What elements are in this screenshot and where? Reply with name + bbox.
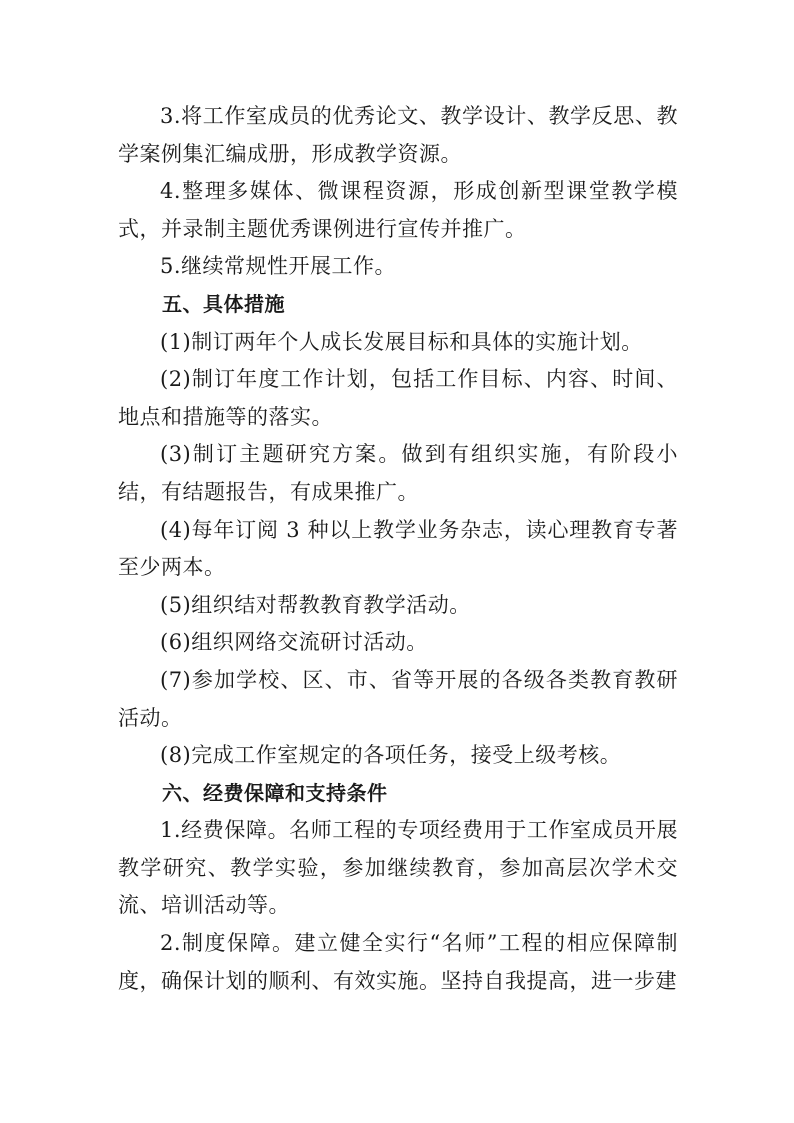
measure-item-2: (2)制订年度工作计划，包括工作目标、内容、时间、地点和措施等的落实。 (118, 367, 678, 429)
measure-item-1: (1)制订两年个人成长发展目标和具体的实施计划。 (160, 329, 643, 354)
measure-item-4: (4)每年订阅 3 种以上教学业务杂志，读心理教育专著至少两本。 (118, 517, 678, 580)
paragraph-goal-4: 4.整理多媒体、微课程资源，形成创新型课堂教学模式，并录制主题优秀课例进行宣传并推广。 (118, 179, 678, 241)
funding-item-2: 2.制度保障。建立健全实行“名师”工程的相应保障制度，确保计划的顺利、有效实施。坚持自我提高，进一步建 (118, 931, 678, 993)
document-page (118, 98, 678, 1000)
paragraph-goal-3: 3.将工作室成员的优秀论文、教学设计、教学反思、教学案例集汇编成册，形成教学资源。 (118, 104, 678, 166)
section-heading-funding: 六、经费保障和支持条件 (162, 780, 388, 805)
measure-item-7: (7)参加学校、区、市、省等开展的各级各类教育教研活动。 (118, 667, 678, 730)
section-heading-measures: 五、具体措施 (162, 291, 285, 316)
measure-item-3: (3)制订主题研究方案。做到有组织实施，有阶段小结，有结题报告，有成果推广。 (118, 442, 678, 504)
measure-item-5: (5)组织结对帮教教育教学活动。 (160, 592, 471, 617)
measure-item-6: (6)组织网络交流研讨活动。 (160, 630, 428, 655)
paragraph-goal-5: 5.继续常规性开展工作。 (160, 254, 397, 279)
measure-item-8: (8)完成工作室规定的各项任务，接受上级考核。 (160, 743, 622, 768)
funding-item-1: 1.经费保障。名师工程的专项经费用于工作室成员开展教学研究、教学实验，参加继续教育，参加高层次学术交流、培训活动等。 (118, 818, 678, 918)
